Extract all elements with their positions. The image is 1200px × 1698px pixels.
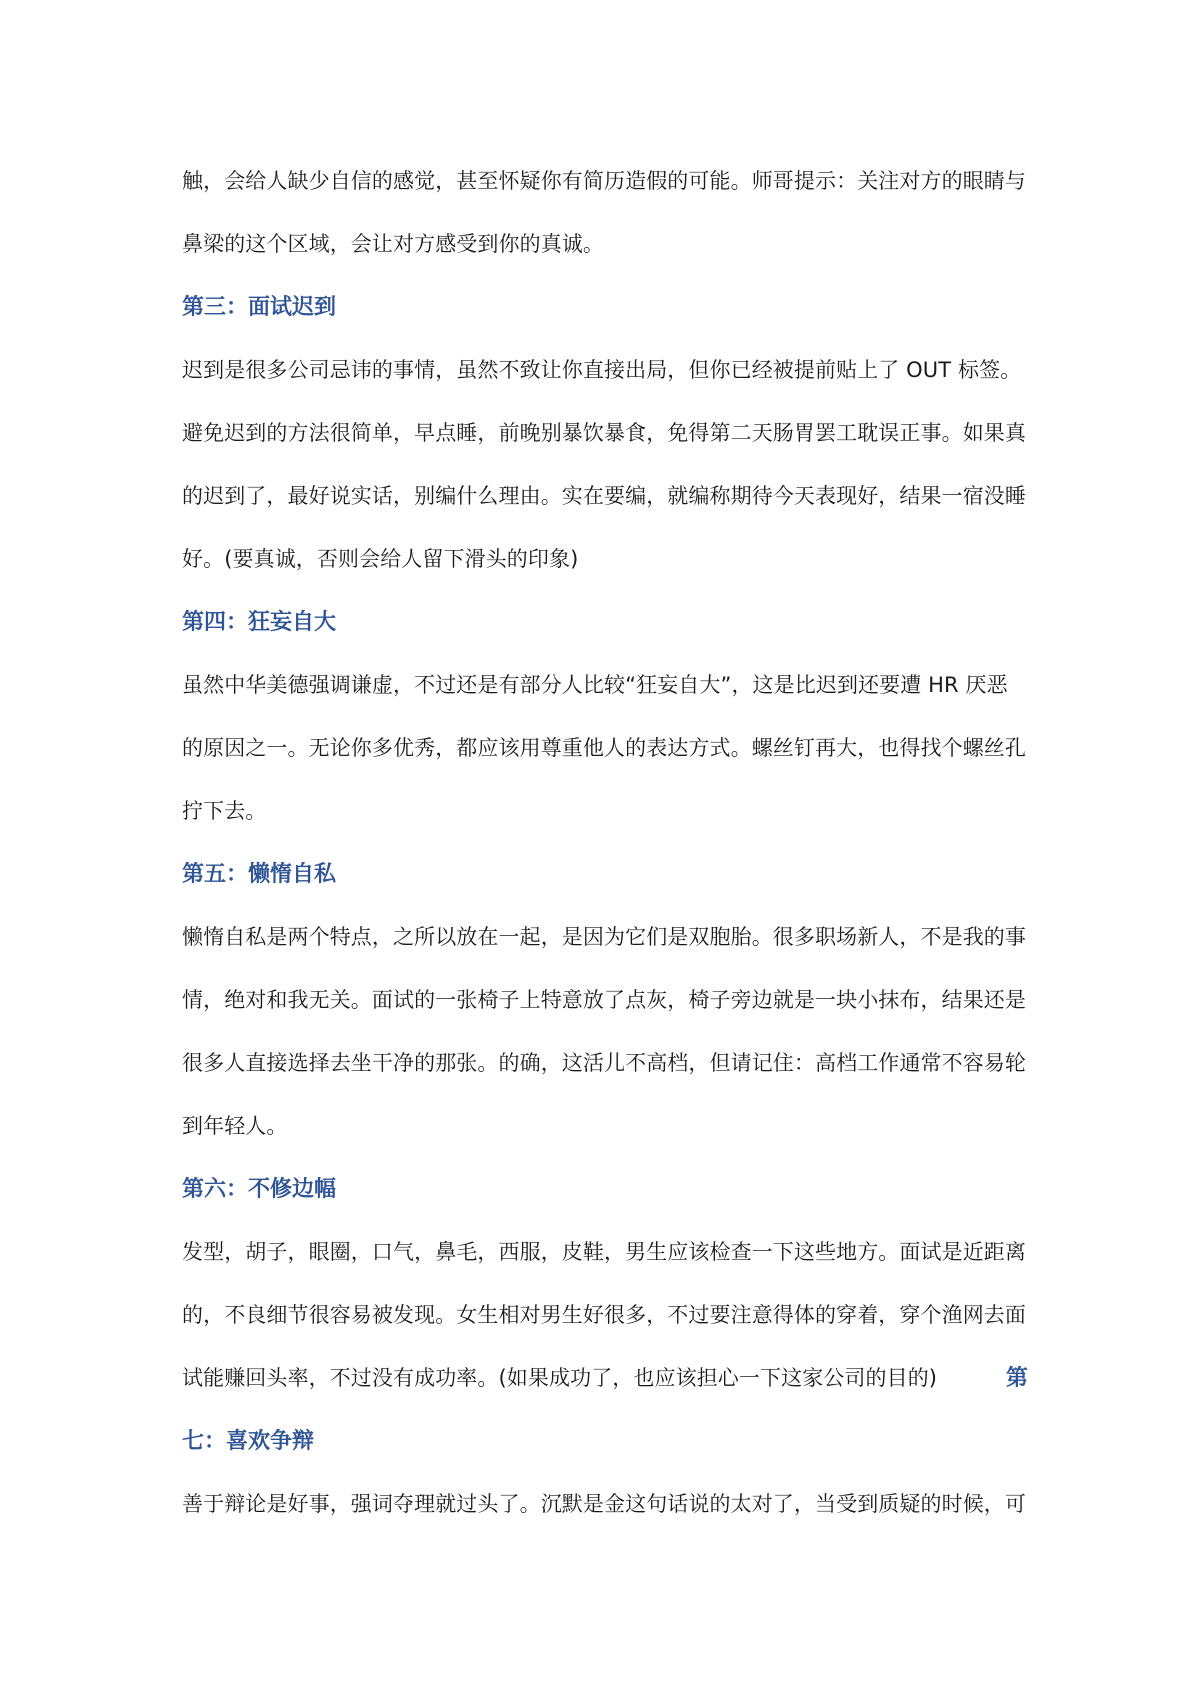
document-body <box>182 150 1028 1536</box>
paragraph-line: 懒惰自私是两个特点，之所以放在一起，是因为它们是双胞胎。很多职场新人，不是我的事 <box>182 925 1026 949</box>
section-heading-7: 七：喜欢争辩 <box>182 1429 315 1454</box>
paragraph-line: 的，不良细节很容易被发现。女生相对男生好很多，不过要注意得体的穿着，穿个渔网去面 <box>182 1303 1026 1327</box>
paragraph-line: 拧下去。 <box>182 799 267 823</box>
section-heading-4: 第四：狂妄自大 <box>182 610 337 635</box>
section-heading-7-start: 第 <box>1005 1366 1028 1391</box>
section-heading-3: 第三：面试迟到 <box>182 295 337 320</box>
paragraph-line: 好。(要真诚，否则会给人留下滑头的印象) <box>182 547 579 571</box>
paragraph-line: 发型，胡子，眼圈，口气，鼻毛，西服，皮鞋，男生应该检查一下这些地方。面试是近距离 <box>182 1240 1026 1264</box>
paragraph-line: 鼻梁的这个区域，会让对方感受到你的真诚。 <box>182 232 604 256</box>
paragraph-line-with-heading-start <box>182 1347 1028 1410</box>
paragraph-line: 避免迟到的方法很简单，早点睡，前晚别暴饮暴食，免得第二天肠胃罢工耽误正事。如果真 <box>182 421 1026 445</box>
paragraph-line: 触，会给人缺少自信的感觉，甚至怀疑你有简历造假的可能。师哥提示：关注对方的眼睛与 <box>182 169 1026 193</box>
paragraph-line: 到年轻人。 <box>182 1114 288 1138</box>
section-heading-5: 第五：懒惰自私 <box>182 862 337 887</box>
section-heading-6: 第六：不修边幅 <box>182 1177 337 1202</box>
paragraph-text: 试能赚回头率，不过没有成功率。(如果成功了，也应该担心一下这家公司的目的) <box>182 1366 938 1390</box>
paragraph-line: 善于辩论是好事，强词夺理就过头了。沉默是金这句话说的太对了，当受到质疑的时候，可 <box>182 1492 1026 1516</box>
paragraph-line: 很多人直接选择去坐干净的那张。的确，这活儿不高档，但请记住：高档工作通常不容易轮 <box>182 1051 1026 1075</box>
paragraph-line: 迟到是很多公司忌讳的事情，虽然不致让你直接出局，但你已经被提前贴上了 OUT 标签。 <box>182 358 1022 382</box>
paragraph-line: 虽然中华美德强调谦虚，不过还是有部分人比较“狂妄自大”，这是比迟到还要遭 HR 厌恶 <box>182 673 1008 697</box>
paragraph-line: 的原因之一。无论你多优秀，都应该用尊重他人的表达方式。螺丝钉再大，也得找个螺丝孔 <box>182 736 1026 760</box>
paragraph-line: 情，绝对和我无关。面试的一张椅子上特意放了点灰，椅子旁边就是一块小抹布，结果还是 <box>182 988 1026 1012</box>
paragraph-line: 的迟到了，最好说实话，别编什么理由。实在要编，就编称期待今天表现好，结果一宿没睡 <box>182 484 1026 508</box>
